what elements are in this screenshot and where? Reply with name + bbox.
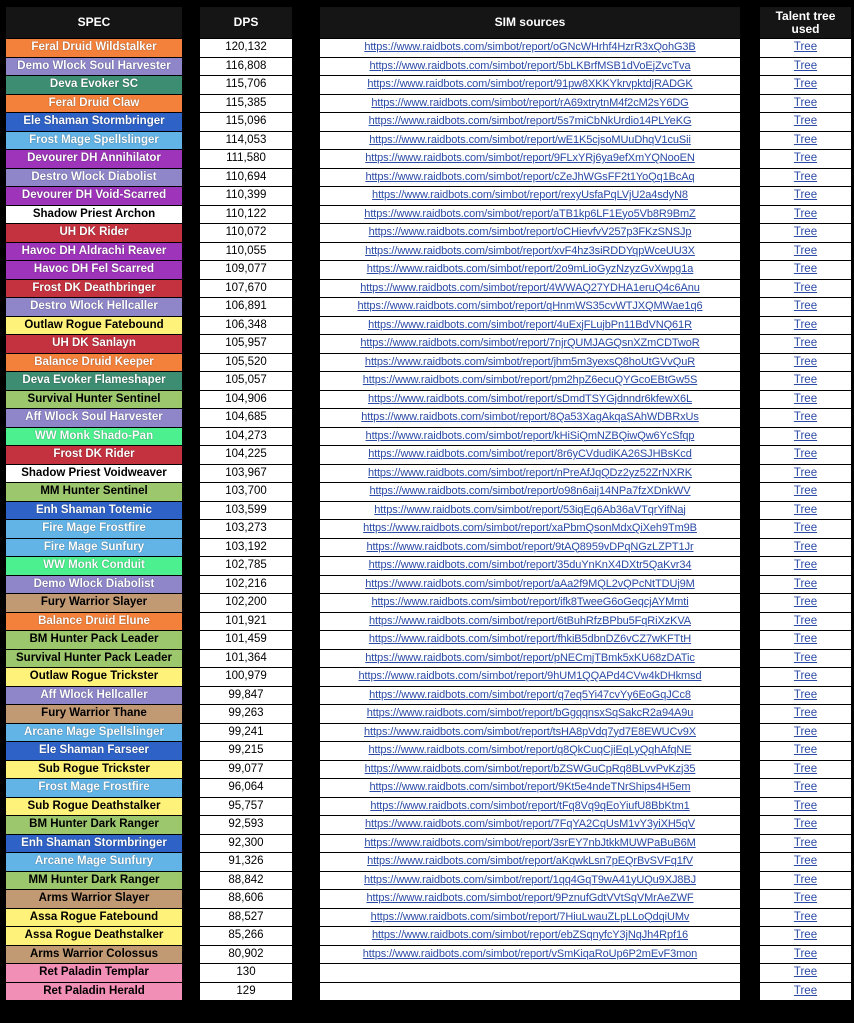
talent-tree-link[interactable]: Tree xyxy=(760,631,851,649)
dps-cell: 116,808 xyxy=(200,58,292,76)
talent-tree-link[interactable]: Tree xyxy=(760,890,851,908)
talent-tree-link[interactable]: Tree xyxy=(760,243,851,261)
spec-cell: Arms Warrior Colossus xyxy=(6,946,182,964)
dps-cell: 110,072 xyxy=(200,224,292,242)
spec-cell: Assa Rogue Deathstalker xyxy=(6,927,182,945)
sim-source-link[interactable]: https://www.raidbots.com/simbot/report/q7eq5Yi47cvYy6EoGqJCc8 xyxy=(320,687,740,705)
dps-cell: 111,580 xyxy=(200,150,292,168)
talent-tree-link[interactable]: Tree xyxy=(760,742,851,760)
dps-cell: 107,670 xyxy=(200,280,292,298)
spec-cell: Havoc DH Fel Scarred xyxy=(6,261,182,279)
talent-tree-link[interactable]: Tree xyxy=(760,835,851,853)
dps-cell: 106,348 xyxy=(200,317,292,335)
talent-tree-link[interactable]: Tree xyxy=(760,909,851,927)
spec-cell: Devourer DH Void-Scarred xyxy=(6,187,182,205)
spec-cell: Outlaw Rogue Trickster xyxy=(6,668,182,686)
sim-source-link[interactable]: https://www.raidbots.com/simbot/report/nPreAfJqQDz2yz52ZrNXRK xyxy=(320,465,740,483)
dps-cell: 100,979 xyxy=(200,668,292,686)
talent-tree-link[interactable]: Tree xyxy=(760,187,851,205)
sim-source-link[interactable]: https://www.raidbots.com/simbot/report/7HiuLwauZLpLLoQdqiUMv xyxy=(320,909,740,927)
dps-cell: 99,241 xyxy=(200,724,292,742)
sim-source-link[interactable]: https://www.raidbots.com/simbot/report/rA69xtrytnM4f2cM2sY6DG xyxy=(320,95,740,113)
talent-tree-link[interactable]: Tree xyxy=(760,798,851,816)
sim-source-link[interactable]: https://www.raidbots.com/simbot/report/xvF4hz3siRDDYqpWceUU3X xyxy=(320,243,740,261)
sim-source-link[interactable]: https://www.raidbots.com/simbot/report/aKqwkLsn7pEQrBvSVFq1fV xyxy=(320,853,740,871)
spec-cell: Arms Warrior Slayer xyxy=(6,890,182,908)
dps-rows xyxy=(200,39,292,1000)
sim-source-link[interactable]: https://www.raidbots.com/simbot/report/9Kt5e4ndeTNrShips4H5em xyxy=(320,779,740,797)
sim-source-link[interactable]: https://www.raidbots.com/simbot/report/jhm5m3yexsQ8hoUtGVvQuR xyxy=(320,354,740,372)
spec-cell: Frost DK Rider xyxy=(6,446,182,464)
dps-cell: 88,842 xyxy=(200,872,292,890)
sim-source-link[interactable]: https://www.raidbots.com/simbot/report/3srEY7nbJtkkMUWPaBuB6M xyxy=(320,835,740,853)
dps-cell: 101,921 xyxy=(200,613,292,631)
sim-source-link[interactable]: https://www.raidbots.com/simbot/report/35duYnKnX4DXtr5QaKvr34 xyxy=(320,557,740,575)
spec-rows xyxy=(6,39,182,1000)
talent-tree-link[interactable]: Tree xyxy=(760,927,851,945)
dps-cell: 105,957 xyxy=(200,335,292,353)
sim-source-link[interactable]: https://www.raidbots.com/simbot/report/qHnmWS35cvWTJXQMWae1q6 xyxy=(320,298,740,316)
dps-cell: 104,225 xyxy=(200,446,292,464)
talent-tree-link[interactable]: Tree xyxy=(760,409,851,427)
sim-source-link[interactable]: https://www.raidbots.com/simbot/report/6tBuhRfzBPbu5FqRiXzKVA xyxy=(320,613,740,631)
dps-cell: 110,399 xyxy=(200,187,292,205)
talent-tree-link[interactable]: Tree xyxy=(760,95,851,113)
sim-source-link[interactable]: https://www.raidbots.com/simbot/report/1qq4GqT9wA41yUQu9XJ8BJ xyxy=(320,872,740,890)
spec-cell: Feral Druid Wildstalker xyxy=(6,39,182,57)
spec-cell: BM Hunter Pack Leader xyxy=(6,631,182,649)
sim-source-link[interactable]: https://www.raidbots.com/simbot/report/tFq8Vq9qEoYiufU8BbKtm1 xyxy=(320,798,740,816)
talent-tree-link[interactable]: Tree xyxy=(760,520,851,538)
sim-source-link xyxy=(320,964,740,982)
dps-cell: 115,706 xyxy=(200,76,292,94)
dps-cell: 95,757 xyxy=(200,798,292,816)
spec-cell: Frost DK Deathbringer xyxy=(6,280,182,298)
spec-cell: Frost Mage Spellslinger xyxy=(6,132,182,150)
talent-tree-link[interactable]: Tree xyxy=(760,39,851,57)
dps-cell: 115,385 xyxy=(200,95,292,113)
dps-cell: 115,096 xyxy=(200,113,292,131)
sim-source-link[interactable]: https://www.raidbots.com/simbot/report/8Qa53XagAkqaSAhWDBRxUs xyxy=(320,409,740,427)
spec-cell: Fire Mage Frostfire xyxy=(6,520,182,538)
spec-cell: BM Hunter Dark Ranger xyxy=(6,816,182,834)
spec-cell: Feral Druid Claw xyxy=(6,95,182,113)
sim-source-link[interactable]: https://www.raidbots.com/simbot/report/7FqYA2CqUsM1vY3yiXH5qV xyxy=(320,816,740,834)
talent-tree-link[interactable]: Tree xyxy=(760,428,851,446)
talent-tree-link[interactable]: Tree xyxy=(760,576,851,594)
spec-cell: Devourer DH Annihilator xyxy=(6,150,182,168)
talent-tree-link[interactable]: Tree xyxy=(760,354,851,372)
spec-cell: Fire Mage Sunfury xyxy=(6,539,182,557)
tree-rows xyxy=(760,39,851,1000)
sim-source-link[interactable]: https://www.raidbots.com/simbot/report/bGgqqnsxSqSakcR2a94A9u xyxy=(320,705,740,723)
sources-header: SIM sources xyxy=(320,7,740,38)
spec-cell: Aff Wlock Soul Harvester xyxy=(6,409,182,427)
sim-source-link[interactable]: https://www.raidbots.com/simbot/report/o98n6aij14NPa7fzXDnkWV xyxy=(320,483,740,501)
sim-source-link[interactable]: https://www.raidbots.com/simbot/report/ifk8TweeG6oGeqcjAYMmti xyxy=(320,594,740,612)
sim-source-link[interactable]: https://www.raidbots.com/simbot/report/bZSWGuCpRq8BLvvPvKzj35 xyxy=(320,761,740,779)
dps-cell: 102,785 xyxy=(200,557,292,575)
sim-source-link[interactable]: https://www.raidbots.com/simbot/report/pm2hpZ6ecuQYGcoEBtGw5S xyxy=(320,372,740,390)
sources-rows xyxy=(320,39,740,1000)
dps-cell: 109,077 xyxy=(200,261,292,279)
talent-tree-link[interactable]: Tree xyxy=(760,465,851,483)
spec-cell: Demo Wlock Diabolist xyxy=(6,576,182,594)
dps-cell: 88,606 xyxy=(200,890,292,908)
spec-cell: Deva Evoker SC xyxy=(6,76,182,94)
talent-tree-link[interactable]: Tree xyxy=(760,853,851,871)
dps-cell: 104,685 xyxy=(200,409,292,427)
spec-cell: Fury Warrior Thane xyxy=(6,705,182,723)
talent-tree-link[interactable]: Tree xyxy=(760,687,851,705)
sources-column xyxy=(320,7,740,1001)
spec-cell: Arcane Mage Sunfury xyxy=(6,853,182,871)
spec-cell: UH DK Sanlayn xyxy=(6,335,182,353)
spec-cell: Frost Mage Frostfire xyxy=(6,779,182,797)
spec-cell: Ret Paladin Templar xyxy=(6,964,182,982)
spec-cell: MM Hunter Dark Ranger xyxy=(6,872,182,890)
sim-source-link[interactable]: https://www.raidbots.com/simbot/report/ebZSqnyfcY3jNqJh4Rpf16 xyxy=(320,927,740,945)
talent-tree-link[interactable]: Tree xyxy=(760,946,851,964)
sim-source-link[interactable]: https://www.raidbots.com/simbot/report/91pw8XKKYkrvpktdjRADGK xyxy=(320,76,740,94)
dps-cell: 105,057 xyxy=(200,372,292,390)
spec-cell: Havoc DH Aldrachi Reaver xyxy=(6,243,182,261)
dps-cell: 102,216 xyxy=(200,576,292,594)
talent-tree-link[interactable]: Tree xyxy=(760,206,851,224)
dps-cell: 99,077 xyxy=(200,761,292,779)
talent-tree-link[interactable]: Tree xyxy=(760,224,851,242)
talent-tree-link[interactable]: Tree xyxy=(760,372,851,390)
dps-cell: 101,459 xyxy=(200,631,292,649)
sim-source-link[interactable]: https://www.raidbots.com/simbot/report/9PznufGdtVVtSqVMrAeZWF xyxy=(320,890,740,908)
talent-tree-link[interactable]: Tree xyxy=(760,779,851,797)
sim-source-link[interactable]: https://www.raidbots.com/simbot/report/9FLxYRj6ya9efXmYQNooEN xyxy=(320,150,740,168)
sim-source-link[interactable]: https://www.raidbots.com/simbot/report/aTB1kp6LF1Eyo5Vb8R9BmZ xyxy=(320,206,740,224)
talent-tree-link[interactable]: Tree xyxy=(760,539,851,557)
tree-header: Talent tree used xyxy=(760,7,851,38)
spec-cell: Balance Druid Keeper xyxy=(6,354,182,372)
sim-source-link[interactable]: https://www.raidbots.com/simbot/report/wE1K5cjsoMUuDhqV1cuSii xyxy=(320,132,740,150)
sim-source-link[interactable]: https://www.raidbots.com/simbot/report/fhkiB5dbnDZ6vCZ7wKFTtH xyxy=(320,631,740,649)
spec-cell: Balance Druid Elune xyxy=(6,613,182,631)
talent-tree-link[interactable]: Tree xyxy=(760,483,851,501)
spec-cell: WW Monk Shado-Pan xyxy=(6,428,182,446)
dps-cell: 101,364 xyxy=(200,650,292,668)
spec-cell: Shadow Priest Archon xyxy=(6,206,182,224)
spec-cell: Ret Paladin Herald xyxy=(6,983,182,1001)
talent-tree-link[interactable]: Tree xyxy=(760,280,851,298)
dps-cell: 106,891 xyxy=(200,298,292,316)
talent-tree-link[interactable]: Tree xyxy=(760,391,851,409)
sim-source-link[interactable]: https://www.raidbots.com/simbot/report/5bLKBrfMSB1dVoEjZvcTva xyxy=(320,58,740,76)
sim-source-link xyxy=(320,983,740,1001)
sim-source-link[interactable]: https://www.raidbots.com/simbot/report/9hUM1QQAPd4CVw4kDHkmsd xyxy=(320,668,740,686)
talent-tree-link[interactable]: Tree xyxy=(760,650,851,668)
tree-column xyxy=(760,7,851,1001)
spec-cell: Demo Wlock Soul Harvester xyxy=(6,58,182,76)
sim-source-link[interactable]: https://www.raidbots.com/simbot/report/9tAQ8959vDPqNGzLZPT1Jr xyxy=(320,539,740,557)
sim-source-link[interactable]: https://www.raidbots.com/simbot/report/8r6yCVdudiKA26SJHBsKcd xyxy=(320,446,740,464)
spec-cell: Ele Shaman Stormbringer xyxy=(6,113,182,131)
talent-tree-link[interactable]: Tree xyxy=(760,150,851,168)
talent-tree-link[interactable]: Tree xyxy=(760,132,851,150)
sim-source-link[interactable]: https://www.raidbots.com/simbot/report/4uExjFLujbPn11BdVNQ61R xyxy=(320,317,740,335)
dps-cell: 129 xyxy=(200,983,292,1001)
sim-source-link[interactable]: https://www.raidbots.com/simbot/report/xaPbmQsonMdxQiXeh9Tm9B xyxy=(320,520,740,538)
dps-header: DPS xyxy=(200,7,292,38)
spec-cell: Ele Shaman Farseer xyxy=(6,742,182,760)
talent-tree-link[interactable]: Tree xyxy=(760,761,851,779)
sim-source-link[interactable]: https://www.raidbots.com/simbot/report/pNECmjTBmk5xKU68zDATic xyxy=(320,650,740,668)
spec-cell: Aff Wlock Hellcaller xyxy=(6,687,182,705)
dps-cell: 110,055 xyxy=(200,243,292,261)
talent-tree-link[interactable]: Tree xyxy=(760,668,851,686)
talent-tree-link[interactable]: Tree xyxy=(760,446,851,464)
sim-source-link[interactable]: https://www.raidbots.com/simbot/report/cZeJhWGsFF2t1YoQq1BcAq xyxy=(320,169,740,187)
sim-source-link[interactable]: https://www.raidbots.com/simbot/report/aAa2f9MQL2vQPcNtTDUj9M xyxy=(320,576,740,594)
talent-tree-link[interactable]: Tree xyxy=(760,113,851,131)
spec-cell: Enh Shaman Totemic xyxy=(6,502,182,520)
talent-tree-link[interactable]: Tree xyxy=(760,317,851,335)
talent-tree-link[interactable]: Tree xyxy=(760,816,851,834)
talent-tree-link[interactable]: Tree xyxy=(760,872,851,890)
talent-tree-link[interactable]: Tree xyxy=(760,705,851,723)
dps-cell: 92,300 xyxy=(200,835,292,853)
spec-cell: Sub Rogue Trickster xyxy=(6,761,182,779)
sim-source-link[interactable]: https://www.raidbots.com/simbot/report/sDmdTSYGjdnndr6kfewX6L xyxy=(320,391,740,409)
dps-cell: 130 xyxy=(200,964,292,982)
spec-cell: Fury Warrior Slayer xyxy=(6,594,182,612)
sim-source-link[interactable]: https://www.raidbots.com/simbot/report/tsHA8pVdq7yd7E8EWUCv9X xyxy=(320,724,740,742)
sim-source-link[interactable]: https://www.raidbots.com/simbot/report/7njrQUMJAGQsnXZmCDTwoR xyxy=(320,335,740,353)
talent-tree-link[interactable]: Tree xyxy=(760,261,851,279)
sim-source-link[interactable]: https://www.raidbots.com/simbot/report/kHiSiQmNZBQiwQw6YcSfqp xyxy=(320,428,740,446)
sim-source-link[interactable]: https://www.raidbots.com/simbot/report/vSmKiqaRoUp6P2mEvF3mon xyxy=(320,946,740,964)
dps-cell: 99,215 xyxy=(200,742,292,760)
talent-tree-link[interactable]: Tree xyxy=(760,983,851,1001)
talent-tree-link[interactable]: Tree xyxy=(760,58,851,76)
dps-cell: 99,847 xyxy=(200,687,292,705)
spec-cell: Shadow Priest Voidweaver xyxy=(6,465,182,483)
spec-cell: Outlaw Rogue Fatebound xyxy=(6,317,182,335)
talent-tree-link[interactable]: Tree xyxy=(760,724,851,742)
sim-source-link[interactable]: https://www.raidbots.com/simbot/report/2o9mLioGyzNzyzGvXwpg1a xyxy=(320,261,740,279)
dps-cell: 104,273 xyxy=(200,428,292,446)
dps-cell: 102,200 xyxy=(200,594,292,612)
dps-cell: 105,520 xyxy=(200,354,292,372)
talent-tree-link[interactable]: Tree xyxy=(760,169,851,187)
dps-cell: 91,326 xyxy=(200,853,292,871)
sim-source-link[interactable]: https://www.raidbots.com/simbot/report/53iqEq6Ab36aVTqrYifNaj xyxy=(320,502,740,520)
talent-tree-link[interactable]: Tree xyxy=(760,613,851,631)
spec-cell: UH DK Rider xyxy=(6,224,182,242)
dps-cell: 96,064 xyxy=(200,779,292,797)
spec-cell: Deva Evoker Flameshaper xyxy=(6,372,182,390)
talent-tree-link[interactable]: Tree xyxy=(760,298,851,316)
spec-column xyxy=(6,7,182,1001)
dps-cell: 110,122 xyxy=(200,206,292,224)
spec-cell: Sub Rogue Deathstalker xyxy=(6,798,182,816)
dps-cell: 103,192 xyxy=(200,539,292,557)
sim-source-link[interactable]: https://www.raidbots.com/simbot/report/4WWAQ27YDHA1eruQ4c6Anu xyxy=(320,280,740,298)
dps-cell: 103,700 xyxy=(200,483,292,501)
dps-cell: 85,266 xyxy=(200,927,292,945)
sim-source-link[interactable]: https://www.raidbots.com/simbot/report/q8QkCuqCjiEqLyQqhAfqNE xyxy=(320,742,740,760)
talent-tree-link[interactable]: Tree xyxy=(760,964,851,982)
dps-cell: 103,273 xyxy=(200,520,292,538)
spec-cell: Survival Hunter Pack Leader xyxy=(6,650,182,668)
dps-cell: 103,599 xyxy=(200,502,292,520)
spec-cell: WW Monk Conduit xyxy=(6,557,182,575)
dps-cell: 80,902 xyxy=(200,946,292,964)
spec-cell: Arcane Mage Spellslinger xyxy=(6,724,182,742)
dps-cell: 88,527 xyxy=(200,909,292,927)
sim-source-link[interactable]: https://www.raidbots.com/simbot/report/5s7miCbNkUrdio14PLYeKG xyxy=(320,113,740,131)
sim-source-link[interactable]: https://www.raidbots.com/simbot/report/rexyUsfaPqLVjU2a4sdyN8 xyxy=(320,187,740,205)
talent-tree-link[interactable]: Tree xyxy=(760,76,851,94)
sim-source-link[interactable]: https://www.raidbots.com/simbot/report/oGNcWHrhf4HzrR3xQohG3B xyxy=(320,39,740,57)
talent-tree-link[interactable]: Tree xyxy=(760,502,851,520)
dps-cell: 104,906 xyxy=(200,391,292,409)
dps-cell: 110,694 xyxy=(200,169,292,187)
dps-cell: 120,132 xyxy=(200,39,292,57)
spec-cell: Assa Rogue Fatebound xyxy=(6,909,182,927)
dps-cell: 99,263 xyxy=(200,705,292,723)
spec-cell: Enh Shaman Stormbringer xyxy=(6,835,182,853)
sim-source-link[interactable]: https://www.raidbots.com/simbot/report/oCHievfvV257p3FKzSNSJp xyxy=(320,224,740,242)
dps-cell: 103,967 xyxy=(200,465,292,483)
dps-column xyxy=(200,7,292,1001)
dps-cell: 114,053 xyxy=(200,132,292,150)
spec-header: SPEC xyxy=(6,7,182,38)
talent-tree-link[interactable]: Tree xyxy=(760,557,851,575)
dps-cell: 92,593 xyxy=(200,816,292,834)
spec-cell: Destro Wlock Hellcaller xyxy=(6,298,182,316)
spec-cell: Survival Hunter Sentinel xyxy=(6,391,182,409)
spec-cell: MM Hunter Sentinel xyxy=(6,483,182,501)
spec-cell: Destro Wlock Diabolist xyxy=(6,169,182,187)
talent-tree-link[interactable]: Tree xyxy=(760,594,851,612)
talent-tree-link[interactable]: Tree xyxy=(760,335,851,353)
